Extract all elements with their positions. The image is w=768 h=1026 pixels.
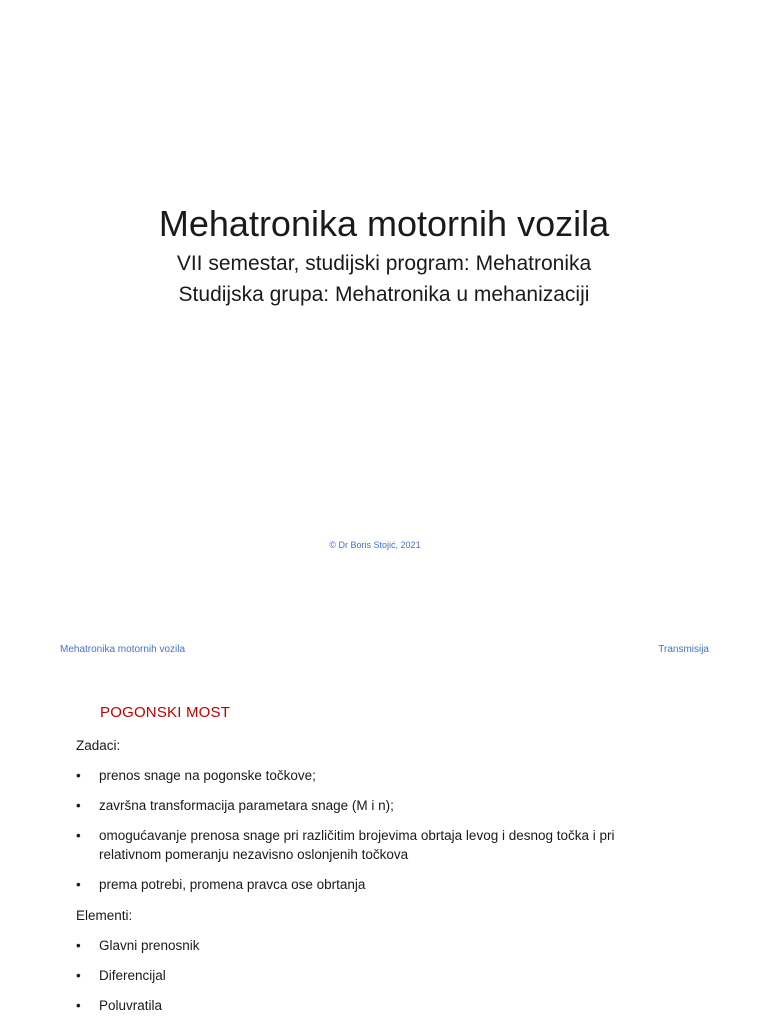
content-slide [0, 600, 768, 1024]
bullet-icon: • [76, 938, 81, 953]
list-item: • završna transformacija parametara snage (M i n); [76, 798, 394, 813]
list-item: • Diferencijal [76, 968, 166, 983]
bullet-icon: • [76, 768, 81, 783]
list-item: • prenos snage na pogonske točkove; [76, 768, 316, 783]
slide-header-topic: Transmisija [658, 644, 709, 655]
study-group-subtitle: Studijska grupa: Mehatronika u mehanizaciji [178, 283, 590, 306]
copyright-note: © Dr Boris Stojić, 2021 [329, 540, 421, 550]
zadaci-label: Zadaci: [76, 738, 121, 753]
slide-heading: POGONSKI MOST [100, 704, 231, 721]
elementi-label: Elementi: [76, 908, 133, 923]
slide-header-course: Mehatronika motornih vozila [60, 644, 186, 655]
bullet-icon: • [76, 877, 81, 892]
presentation-title: Mehatronika motornih vozila [158, 203, 610, 244]
list-item: • Poluvratila [76, 998, 163, 1013]
bullet-icon: • [76, 968, 81, 983]
list-item: • omogućavanje prenosa snage pri različitim brojevima obrtaja levog i desnog točka i pri relativnom pomeranju nezavisno oslonjenih točkova [76, 828, 615, 862]
semester-subtitle: VII semestar, studijski program: Mehatronika [176, 252, 592, 275]
bullet-icon: • [76, 828, 81, 843]
list-item: • Glavni prenosnik [76, 938, 200, 953]
list-item: • prema potrebi, promena pravca ose obrtanja [76, 877, 366, 892]
bullet-icon: • [76, 798, 81, 813]
zadaci-list [76, 766, 676, 905]
elementi-list [76, 936, 676, 1026]
bullet-icon: • [76, 998, 81, 1013]
